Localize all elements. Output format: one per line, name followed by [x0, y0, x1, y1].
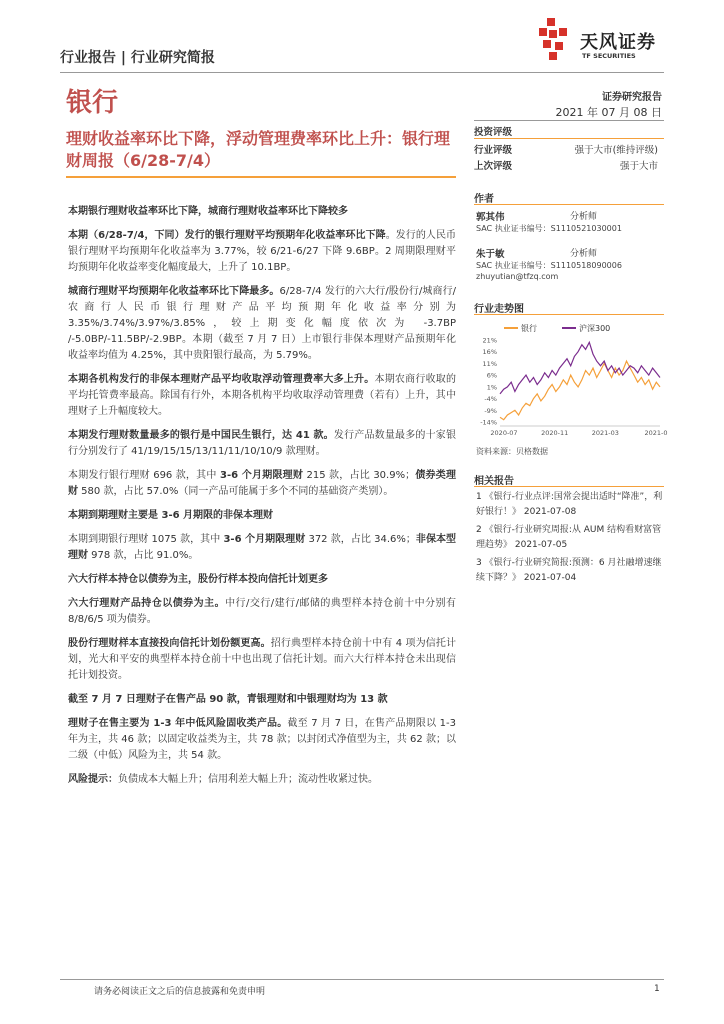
- para-text: 580 款，占比 57.0%（同一产品可能属于多个不同的基础资产类别）。: [78, 486, 394, 497]
- legend-label-csi300: 沪深300: [579, 324, 611, 333]
- para-text: 215 款，占比 30.9%；: [303, 470, 416, 481]
- related-report-link[interactable]: 3 《银行-行业研究简报:预测：6 月社融增速继续下降？》 2021-07-04: [476, 558, 662, 583]
- logo-block-5: [543, 40, 551, 48]
- para-text: 6/28-7/4 发行的六大行/股份行/城商行/农商行人民币银行理财产品平均预期年化收益率分别为 3.35%/3.74%/3.97%/3.85%，较上期变化幅度依次为 -3.7BP /-5.0BP/-11.5BP/-2.9BP。本期（截至 7 月 7 日）上市银行非保本理财产品预期年化收益率均值为 4.25%，其中贵阳银行最高，为 5.79%。: [68, 286, 457, 361]
- trend-rule: [474, 314, 664, 315]
- summary-paragraph: [68, 372, 456, 420]
- x-tick-label: 2021-03: [591, 429, 619, 437]
- author-name: 朱于敏: [476, 249, 505, 260]
- para-lead: 股份行理财样本直接投向信托计划份额更高。: [68, 638, 271, 649]
- title-underline: [66, 176, 456, 178]
- x-tick-label: 2020-11: [541, 429, 569, 437]
- report-type: 行业报告 | 行业研究简报: [60, 50, 215, 66]
- brand-name-en: TF SECURITIES: [582, 52, 636, 60]
- trend-header: 行业走势图: [474, 304, 524, 315]
- x-tick-label: 2020-07: [490, 429, 518, 437]
- summary-paragraph: [68, 284, 456, 364]
- para-text: 截至 7 月 7 日，在售产品期限以 1-3 年为主，共 46 款；以固定收益类为主，共 78 款；以封闭式净值型为主，共 62 款；以二级（中低）风险为主，共 54 款。: [68, 718, 457, 761]
- rating-label-current: 行业评级: [474, 145, 513, 156]
- y-tick-label: 11%: [482, 359, 497, 368]
- related-report-link[interactable]: 1 《银行-行业点评:国常会提出适时“降准”，利好银行！》 2021-07-08: [476, 492, 663, 517]
- para-lead: 城商行理财平均预期年化收益率环比下降最多。: [68, 286, 280, 297]
- section-heading: 截至 7 月 7 日理财子在售产品 90 款，青银理财和中银理财均为 13 款: [68, 694, 388, 705]
- para-text: 招行典型样本持仓前十中有 4 项为信托计划，光大和平安的典型样本持仓前十中也出现了信托计划。而六大行样本持仓未出现信托计划投资。: [68, 638, 456, 681]
- para-text: 本期发行银行理财 696 款，其中: [68, 470, 220, 481]
- footer-disclaimer: 请务必阅读正文之后的信息披露和免责申明: [94, 987, 266, 997]
- logo-block-2: [539, 28, 547, 36]
- chart-source: 资料来源：贝格数据: [476, 447, 548, 456]
- para-emph: 非保本型理财: [68, 534, 457, 561]
- authors-header: 作者: [474, 194, 494, 205]
- sector-title: 银行: [66, 88, 119, 118]
- author-email[interactable]: zhuyutian@tfzq.com: [476, 272, 559, 281]
- para-text: 中行/交行/建行/邮储的典型样本持仓前十中分别有 8/8/6/5 项为债券。: [68, 598, 456, 625]
- related-header: 相关报告: [474, 476, 514, 487]
- para-lead: 理财子在售主要为 1-3 年中低风险固收类产品。: [68, 718, 288, 729]
- para-emph: 3-6 个月期限理财: [223, 534, 306, 545]
- y-tick-label: -4%: [484, 395, 497, 404]
- series-line-csi300: [500, 342, 660, 394]
- author-license: SAC 执业证书编号：S1110518090006: [476, 261, 622, 270]
- author-role: 分析师: [570, 249, 598, 259]
- brand-name: 天风证券: [580, 32, 656, 53]
- author-license: SAC 执业证书编号：S1110521030001: [476, 224, 622, 233]
- para-lead: 本期发行理财数量最多的银行是中国民生银行，达 41 款。: [68, 430, 334, 441]
- para-text: 978 款，占比 91.0%。: [88, 550, 199, 561]
- y-tick-label: 6%: [486, 371, 497, 380]
- para-lead: 本期各机构发行的非保本理财产品平均收取浮动管理费率大多上升。: [68, 374, 375, 385]
- para-lead: 本期（6/28-7/4，下同）发行的银行理财平均预期年化收益率环比下降: [68, 230, 386, 241]
- rating-top-rule: [474, 120, 664, 121]
- section-heading: 六大行样本持仓以债券为主，股份行样本投向信托计划更多: [68, 574, 328, 585]
- section-heading: 本期到期理财主要是 3-6 月期限的非保本理财: [68, 510, 274, 521]
- author-name: 郭其伟: [476, 212, 505, 223]
- related-report-link[interactable]: 2 《银行-行业研究周报:从 AUM 结构看财富管理趋势》 2021-07-05: [476, 525, 662, 550]
- rating-value-previous: 强于大市: [619, 161, 658, 172]
- x-tick-label: 2021-0: [644, 429, 668, 437]
- legend-label-bank: 银行: [521, 324, 537, 333]
- footer-divider: [60, 979, 664, 980]
- rating-value-current: 强于大市(维持评级): [574, 145, 658, 156]
- summary-paragraph: [68, 228, 456, 276]
- authors-rule: [474, 204, 664, 205]
- y-tick-label: 21%: [482, 336, 497, 345]
- related-rule: [474, 486, 664, 487]
- report-kind: 证券研究报告: [602, 92, 662, 103]
- rating-label-previous: 上次评级: [474, 161, 513, 172]
- summary-paragraph: [68, 532, 456, 564]
- para-lead: 六大行理财产品持仓以债券为主。: [68, 598, 226, 609]
- logo-block-3: [549, 30, 557, 38]
- y-tick-label: 16%: [482, 348, 497, 357]
- summary-paragraph: [68, 716, 456, 764]
- para-text: 本期农商行收取的平均托管费率最高。除国有行外，本期各机构平均收取浮动管理费（若有）上升，其中理财子上升幅度较大。: [68, 374, 457, 417]
- logo-block-6: [555, 42, 563, 50]
- author-role: 分析师: [570, 212, 598, 222]
- summary-paragraph: [68, 468, 456, 500]
- logo-block-7: [549, 52, 557, 60]
- y-tick-label: -9%: [484, 406, 497, 415]
- para-emph: 债券类理财: [68, 470, 456, 497]
- trend-chart: [474, 318, 668, 438]
- para-text: 。发行的人民币银行理财平均预期年化收益率为 3.77%，较 6/21-6/27 下降 9.6BP。2 周期限理财平均预期年化收益率变化幅度最大，上升了 10.1BP。: [68, 230, 456, 273]
- para-text: 372 款，占比 34.6%；: [305, 534, 416, 545]
- summary-paragraph: [68, 636, 456, 684]
- para-text: 发行产品数量最多的十家银行分别发行了 41/19/15/15/13/11/11/10/10/9 款理财。: [68, 430, 456, 457]
- y-tick-label: 1%: [486, 383, 497, 392]
- header-divider: [60, 72, 664, 73]
- para-text: 本期到期银行理财 1075 款，其中: [68, 534, 224, 545]
- report-title: 理财收益率环比下降，浮动管理费率环比上升：银行理财周报（6/28-7/4）: [66, 129, 451, 170]
- rating-header: 投资评级: [474, 127, 513, 138]
- summary-paragraph: [68, 428, 456, 460]
- logo-block-4: [559, 28, 567, 36]
- rating-header-rule: [474, 138, 664, 139]
- para-lead: 风险提示：: [68, 774, 118, 785]
- summary-paragraph: [68, 596, 456, 628]
- para-emph: 3-6 个月期限理财: [220, 470, 304, 481]
- y-tick-label: -14%: [480, 418, 497, 427]
- risk-warning: [68, 772, 456, 788]
- para-text: 负债成本大幅上升；信用利差大幅上升；流动性收紧过快。: [118, 774, 378, 785]
- section-heading: 本期银行理财收益率环比下降，城商行理财收益率环比下降较多: [68, 206, 348, 217]
- summary-body: [68, 204, 456, 796]
- logo-block-1: [547, 18, 555, 26]
- report-date: 2021 年 07 月 08 日: [555, 106, 662, 119]
- page-number: 1: [654, 984, 660, 994]
